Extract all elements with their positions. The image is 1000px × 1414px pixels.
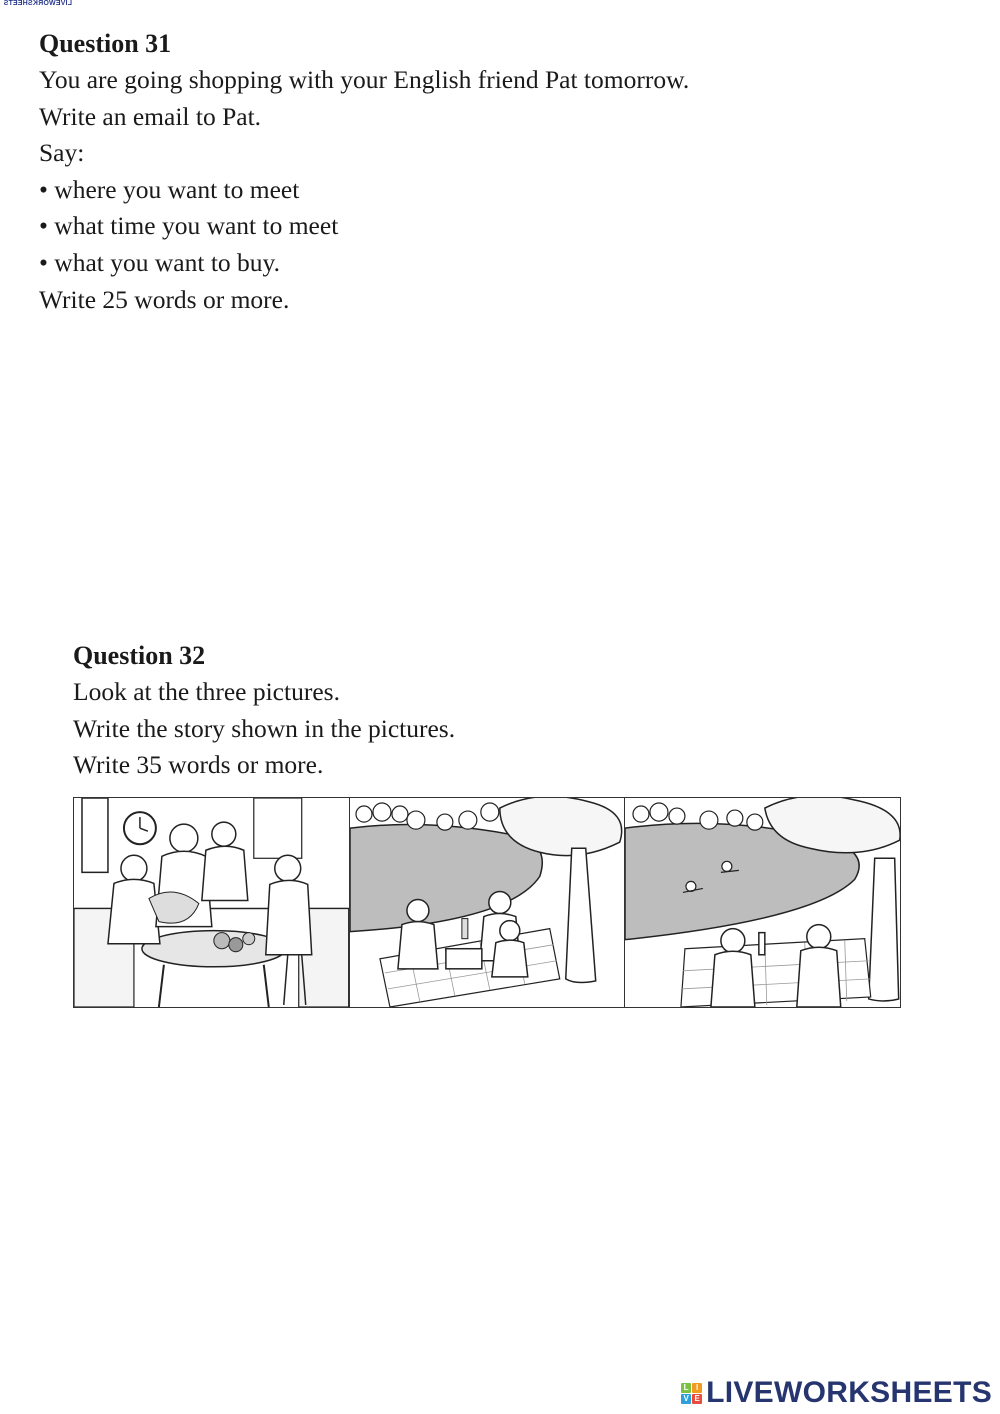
question-31-bullet: • what you want to buy. (39, 247, 280, 277)
lake-illustration (625, 798, 900, 1007)
question-32-line: Write the story shown in the pictures. (73, 713, 456, 743)
logo-blocks-icon: L I V E (681, 1383, 702, 1404)
footer-logo-text: LIVEWORKSHEETS (706, 1376, 992, 1409)
question-32-line: Look at the three pictures. (73, 677, 340, 706)
question-31-bullet: • where you want to meet (39, 174, 300, 204)
picture-picnic (349, 798, 625, 1007)
question-31 (39, 26, 689, 318)
picnic-illustration (350, 798, 625, 1007)
picture-kitchen (74, 798, 349, 1007)
question-32-line: Write 35 words or more. (73, 750, 324, 780)
question-31-line: Write 25 words or more. (39, 284, 290, 314)
question-31-heading: Question 31 (39, 29, 172, 58)
question-32-heading: Question 32 (73, 641, 206, 670)
question-31-line: Say: (39, 138, 85, 168)
picture-lake (624, 798, 900, 1007)
question-32 (73, 638, 455, 784)
footer-logo (681, 1376, 992, 1410)
kitchen-illustration (74, 798, 349, 1007)
story-pictures (73, 797, 901, 1008)
top-watermark-logo: LIVEWORKSHEETS (3, 0, 72, 7)
question-31-bullet: • what time you want to meet (39, 211, 339, 241)
question-31-line: You are going shopping with your English friend Pat tomorrow. (39, 65, 690, 94)
question-31-line: Write an email to Pat. (39, 101, 262, 131)
